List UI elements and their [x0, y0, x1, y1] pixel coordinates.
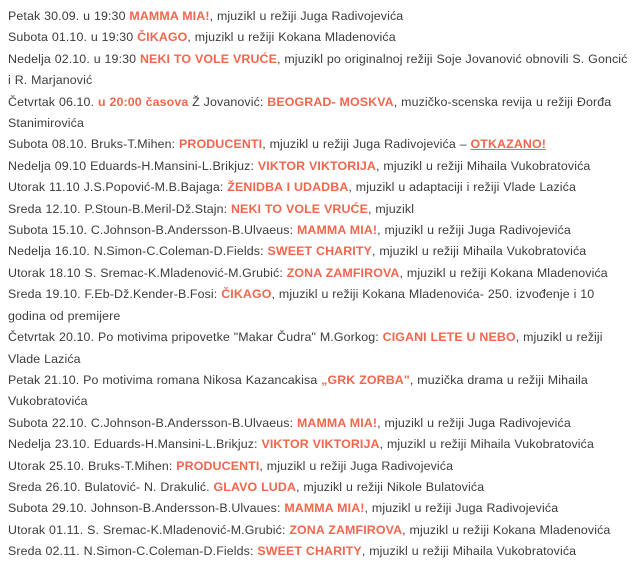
repertoire-entry	[8, 199, 630, 220]
entry-text: , mjuzikl u režiji Kokana Mladenovića	[187, 30, 396, 45]
entry-text: Nedelja 16.10. N.Simon-C.Coleman-D.Fields:	[8, 244, 268, 259]
entry-text: Sreda 02.11. N.Simon-C.Coleman-D.Fields:	[8, 544, 258, 559]
show-title: SWEET CHARITY	[267, 244, 372, 259]
show-title: ZONA ZAMFIROVA	[286, 265, 400, 280]
entry-text: , mjuzikl u režiji Juga Radivojevića	[377, 415, 571, 430]
show-title: SWEET CHARITY	[257, 544, 362, 559]
repertoire-entry	[8, 134, 630, 155]
entry-text: Nedelja 02.10. u 19:30	[8, 51, 140, 66]
show-title: ČIKAGO	[221, 287, 272, 302]
show-title: MAMMA MIA!	[296, 223, 378, 238]
show-title: u 20:00 časova	[97, 94, 189, 109]
entry-text: , mjuzikl u adaptaciji i režiji Vlade Lazića	[348, 180, 576, 195]
entry-text: , mjuzikl u režiji Mihaila Vukobratovića	[376, 158, 591, 173]
entry-text: Četvrtak 20.10. Po motivima pripovetke "Makar Čudra" M.Gorkog:	[8, 330, 383, 345]
entry-text: , muzičko-scenska revija u režiji Đorđa Stanimirovića	[8, 94, 612, 131]
entry-text: Subota 08.10. Bruks-T.Mihen:	[8, 137, 180, 152]
entry-text: Subota 29.10. Johnson-B.Andersson-B.Ulvaues:	[8, 501, 285, 516]
entry-text: Sreda 19.10. F.Eb-Dž.Kender-B.Fosi:	[8, 287, 222, 302]
entry-text: , mjuzikl u režiji Kokana Mladenovića- 250. izvođenje i 10 godina od premijere	[8, 287, 595, 323]
show-title: ŽENIDBA I UDADBA	[227, 180, 349, 195]
show-title: CIGANI LETE U NEBO	[382, 330, 516, 345]
repertoire-entry	[8, 498, 630, 519]
show-title: „GRK ZORBA"	[321, 372, 410, 387]
entry-text: Četvrtak 06.10.	[8, 94, 98, 109]
show-title: NEKI TO VOLE VRUĆE	[230, 201, 368, 216]
repertoire-entry	[8, 49, 630, 92]
entry-text: Utorak 11.10 J.S.Popović-M.B.Bajaga:	[8, 180, 228, 195]
entry-text: , mjuzikl	[367, 201, 415, 216]
entry-text: , mjuzikl u režiji Nikole Bulatovića	[296, 479, 485, 494]
entry-text: Sreda 26.10. Bulatović- N. Drakulić.	[8, 479, 214, 494]
entry-text: , mjuzikl u režiji Vlade Lazića	[8, 330, 603, 366]
show-title: GLAVO LUDA	[213, 479, 297, 494]
entry-text: , mjuzikl u režiji Juga Radivojevića	[209, 9, 404, 23]
entry-text: Utorak 01.11. S. Sremac-K.Mladenović-M.Grubić:	[8, 522, 290, 537]
repertoire-entry	[8, 477, 630, 498]
show-title: MAMMA MIA!	[284, 501, 365, 516]
repertoire-entry	[8, 241, 630, 262]
show-title: MAMMA MIA!	[129, 9, 210, 23]
show-title: VIKTOR VIKTORIJA	[257, 158, 377, 173]
entry-text: Utorak 25.10. Bruks-T.Mihen:	[8, 458, 177, 473]
repertoire-entry	[8, 220, 630, 241]
repertoire-entry	[8, 541, 630, 562]
repertoire-entry	[8, 284, 630, 327]
entry-text: , mjuzikl u režiji Kokana Mladenovića	[399, 265, 608, 280]
repertoire-entry	[8, 92, 630, 135]
entry-text: , mjuzikl u režiji Kokana Mladenovića	[402, 522, 611, 537]
entry-text: Subota 22.10. C.Johnson-B.Andersson-B.Ulvaeus:	[8, 415, 297, 430]
repertoire-entry	[8, 413, 630, 434]
entry-text: Ž Jovanović:	[188, 94, 268, 109]
entry-text: , mjuzikl u režiji Juga Radivojevića	[259, 458, 454, 473]
entry-text: Petak 21.10. Po motivima romana Nikosa Kazancakisa	[8, 372, 322, 387]
entry-text: , mjuzikl u režiji Mihaila Vukobratovića	[379, 437, 594, 452]
repertoire-entry	[8, 177, 630, 198]
entry-text: , mjuzikl u režiji Mihaila Vukobratovića	[361, 544, 577, 559]
entry-text: , mjuzikl u režiji Mihaila Vukobratovića	[371, 244, 587, 259]
show-title: ZONA ZAMFIROVA	[289, 522, 403, 537]
repertoire-entry	[8, 263, 630, 284]
repertoire-entry	[8, 456, 630, 477]
entry-text: Sreda 12.10. P.Stoun-B.Meril-Dž.Stajn:	[8, 201, 231, 216]
repertoire-entry	[8, 520, 630, 541]
entry-text: Nedelja 09.10 Eduards-H.Mansini-L.Brikjuz:	[8, 158, 258, 173]
entry-text: , mjuzikl u režiji Juga Radivojevića	[364, 501, 559, 516]
entry-text: Subota 01.10. u 19:30	[8, 30, 138, 45]
show-title: PRODUCENTI	[179, 137, 263, 152]
repertoire-entry	[8, 434, 630, 455]
repertoire-entry	[8, 327, 630, 370]
entry-text: Utorak 18.10 S. Sremac-K.Mladenović-M.Grubić:	[8, 265, 287, 280]
entry-text: , muzička drama u režiji Mihaila Vukobratovića	[8, 372, 588, 409]
cancelled-notice: OTKAZANO!	[470, 137, 546, 152]
repertoire-entry	[8, 27, 630, 48]
entry-text: , mjuzikl po originalnoj režiji Soje Jovanović obnovili S. Goncić i R. Marjanović	[8, 51, 628, 88]
repertoire-entry	[8, 6, 630, 27]
repertoire-entry	[8, 156, 630, 177]
show-title: PRODUCENTI	[176, 458, 260, 473]
repertoire-entry	[8, 370, 630, 413]
entry-text: Petak 30.09. u 19:30	[8, 9, 130, 23]
show-title: MAMMA MIA!	[296, 415, 378, 430]
entry-text: Nedelja 23.10. Eduards-H.Mansini-L.Brikjuz:	[8, 437, 262, 452]
entry-text: Subota 15.10. C.Johnson-B.Andersson-B.Ulvaeus:	[8, 223, 297, 238]
entry-text: , mjuzikl u režiji Juga Radivojevića	[377, 223, 571, 238]
entry-text: , mjuzikl u režiji Juga Radivojevića –	[262, 137, 471, 152]
show-title: NEKI TO VOLE VRUĆE	[139, 51, 277, 66]
show-title: BEOGRAD- MOSKVA	[267, 94, 394, 109]
show-title: ČIKAGO	[137, 30, 188, 45]
show-title: VIKTOR VIKTORIJA	[261, 437, 380, 452]
